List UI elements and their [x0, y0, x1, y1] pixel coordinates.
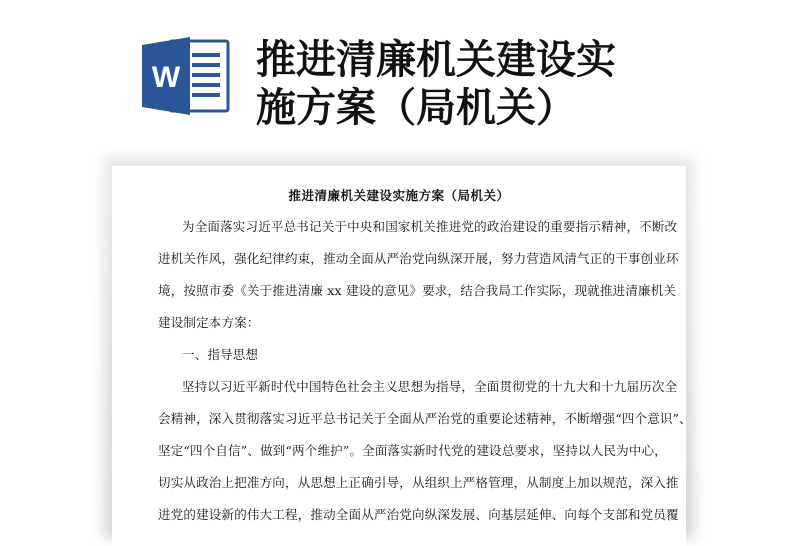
document-page	[112, 166, 692, 546]
paragraph-line: 坚持以习近平新时代中国特色社会主义思想为指导，全面贯彻党的十九大和十九届历次全	[182, 379, 678, 394]
paragraph-line: 建设制定本方案：	[158, 315, 260, 330]
banner-title-line-1: 推进清廉机关建设实	[256, 37, 616, 83]
paragraph-line: 切实从政治上把准方向，从思想上正确引导，从组织上严格管理，从制度上加以规范，深入推	[158, 475, 679, 490]
document-title: 推进清廉机关建设实施方案（局机关）	[288, 188, 510, 203]
paragraph-line: 会精神，深入贯彻落实习近平总书记关于全面从严治党的重要论述精神，不断增强“四个意识”、	[158, 411, 692, 426]
paragraph-line: 为全面落实习近平总书记关于中央和国家机关推进党的政治建设的重要指示精神，不断改	[182, 219, 678, 234]
section-heading: 一、指导思想	[182, 347, 259, 362]
header-banner	[0, 0, 800, 150]
paragraph-line: 进党的建设新的伟大工程，推动全面从严治党向纵深发展、向基层延伸、向每个支部和党员覆	[158, 507, 679, 522]
paragraph-line: 进机关作风，强化纪律约束，推动全面从严治党向纵深开展，努力营造风清气正的干事创业环	[158, 251, 679, 266]
banner-title-line-2: 施方案（局机关）	[256, 85, 576, 131]
paragraph-line: 境，按照市委《关于推进清廉 xx 建设的意见》要求，结合我局工作实际，现就推进清廉机关	[158, 283, 677, 298]
word-logo-icon	[140, 35, 232, 117]
paragraph-line: 坚定“四个自信”、做到“两个维护”。全面落实新时代党的建设总要求，坚持以人民为中心，	[158, 443, 667, 458]
logo-letter: W	[151, 61, 181, 94]
